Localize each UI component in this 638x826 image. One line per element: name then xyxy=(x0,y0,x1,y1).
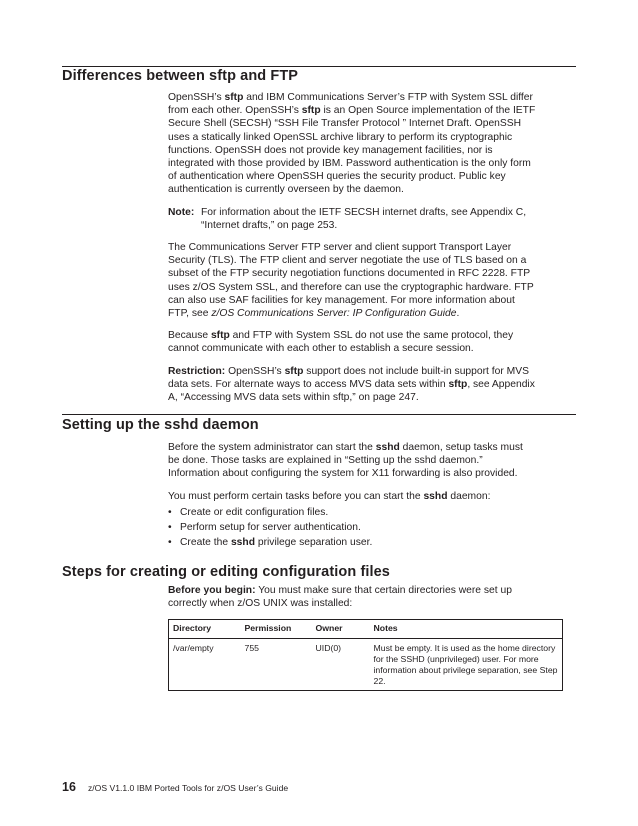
table-cell: UID(0) xyxy=(312,638,370,691)
paragraph: You must perform certain tasks before you can start the sshd daemon: xyxy=(168,490,491,502)
section-body-config-files xyxy=(168,584,568,691)
table-cell: Must be empty. It is used as the home directory for the SSHD (unprivileged) user. For more information about privilege separation, see Step 22. xyxy=(370,638,563,691)
task-list xyxy=(168,506,536,549)
table-row xyxy=(169,638,563,691)
table-header: Owner xyxy=(312,620,370,638)
bold-term: sshd xyxy=(375,442,400,453)
table-cell: 755 xyxy=(241,638,312,691)
book-title: z/OS V1.1.0 IBM Ported Tools for z/OS User’s Guide xyxy=(88,783,289,793)
directory-table xyxy=(168,619,563,691)
list-item-text: Perform setup for server authentication. xyxy=(180,521,361,533)
bullet: • xyxy=(168,521,172,533)
paragraph: Before you begin: You must make sure that certain directories were set up correctly when z/OS UNIX was installed: xyxy=(168,585,512,610)
bold-term: sftp xyxy=(284,365,304,377)
section-body-sftp-ftp xyxy=(168,91,536,413)
paragraph: OpenSSH’s sftp and IBM Communications Server’s FTP with System SSL differ from each other. OpenSSH’s sftp is an Open Source implementation of the IETF Secure Shell (SECSH) “SSH File Transfer Protocol ” Internet Draft. OpenSSH uses a statically linked OpenSSL archive library to perform its cryptographic functions. OpenSSH does not provide key management facilities, nor is integrated with those provided by IBM. Password authentication is the only form of authentication where OpenSSH queries the security product. Public key authentication is currently overseen by the daemon. xyxy=(168,92,536,196)
section-heading-config-files: Steps for creating or editing configuration files xyxy=(62,564,390,580)
note-text: For information about the IETF SECSH internet drafts, see Appendix C, “Internet drafts,” on page 253. xyxy=(201,206,527,231)
paragraph: Before the system administrator can start the sshd daemon, setup tasks must be done. Those tasks are explained in “Setting up the sshd daemon.” Information about configuring the system for X11 forwarding is also provided. xyxy=(168,442,523,480)
list-item xyxy=(168,521,536,534)
list-item-text: Create or edit configuration files. xyxy=(180,506,329,518)
paragraph: The Communications Server FTP server and client support Transport Layer Security (TLS). The FTP client and server negotiate the use of TLS based on a subset of the FTP security negotiation functions documented in RFC 2228. FTP uses z/OS System SSL, and therefore can use the cryptographic hardware. FTP can also use SAF facilities for key management. For more information about FTP, see z/OS Communications Server: IP Configuration Guide. xyxy=(168,242,534,320)
bold-term: sshd xyxy=(423,490,448,502)
list-item xyxy=(168,536,536,549)
bullet: • xyxy=(168,506,172,518)
bold-term: Before you begin: xyxy=(168,585,256,596)
list-item xyxy=(168,506,536,519)
table-header: Notes xyxy=(370,620,563,638)
italic-title: z/OS Communications Server: IP Configuration Guide xyxy=(211,308,457,320)
section-rule xyxy=(62,414,576,415)
section-heading-sftp-ftp: Differences between sftp and FTP xyxy=(62,68,299,84)
bold-term: Restriction: xyxy=(168,365,226,377)
section-rule xyxy=(62,66,576,67)
table-header-row xyxy=(169,620,563,638)
bold-term: sftp xyxy=(301,105,321,117)
bold-term: sftp xyxy=(210,330,230,342)
list-item-text: Create the sshd privilege separation user. xyxy=(180,536,373,548)
table-cell: /var/empty xyxy=(169,638,241,691)
bullet: • xyxy=(168,536,172,548)
restriction-paragraph: Restriction: OpenSSH’s sftp support does not include built-in support for MVS data sets. For alternate ways to access MVS data sets within sftp, see Appendix A, “Accessing MVS data sets within sftp,” on page 247. xyxy=(168,365,535,404)
bold-term: sftp xyxy=(224,92,244,103)
table-header: Directory xyxy=(169,620,241,638)
page-footer xyxy=(62,780,288,794)
table-header: Permission xyxy=(241,620,312,638)
bold-term: sshd xyxy=(230,536,255,548)
section-heading-sshd: Setting up the sshd daemon xyxy=(62,417,259,433)
bold-term: sftp xyxy=(448,378,468,390)
note-label: Note: xyxy=(168,206,195,218)
paragraph: Because sftp and FTP with System SSL do not use the same protocol, they cannot communicate with each other to establish a secure session. xyxy=(168,330,514,355)
section-body-sshd xyxy=(168,441,536,551)
note xyxy=(168,206,536,232)
page-number: 16 xyxy=(62,780,76,794)
